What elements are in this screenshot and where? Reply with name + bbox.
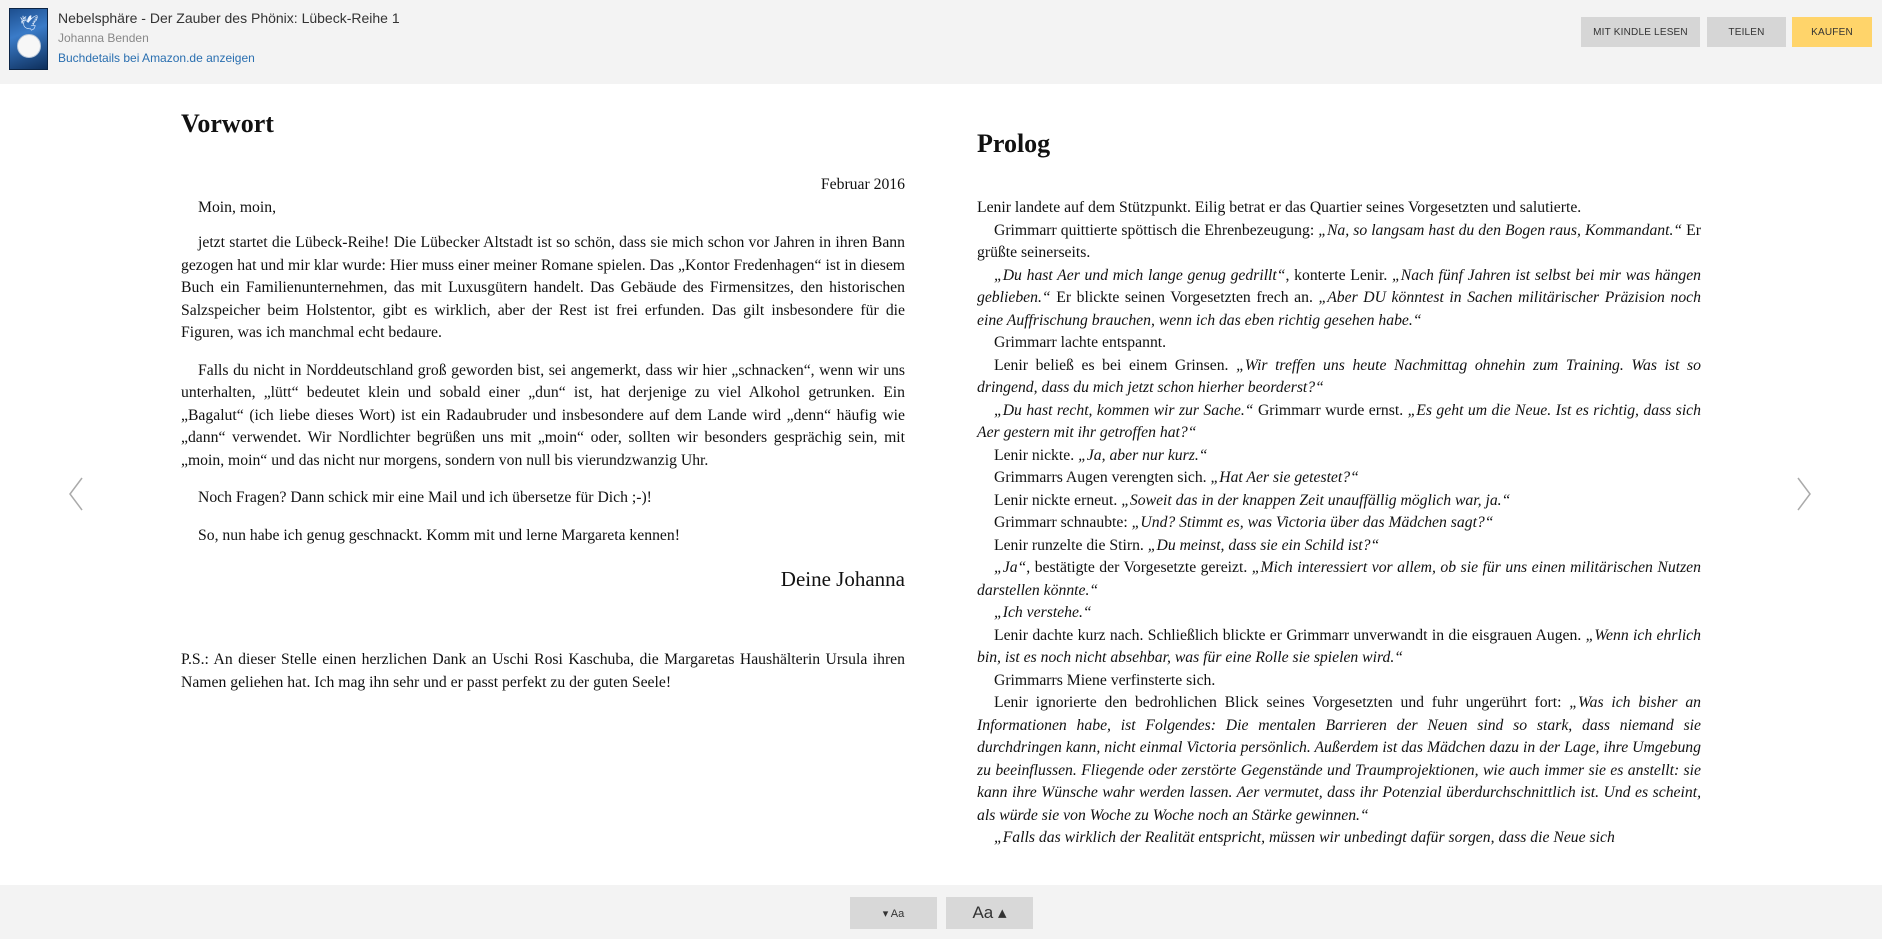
paragraph: jetzt startet die Lübeck-Reihe! Die Lübecker Altstadt ist so schön, dass sie mich schon vor Jahren in ihren Bann gezogen hat und mir klar wurde: Hier muss einer meiner Romane spielen. Das „Kontor Fredenhagen“ ist in diesem Buch ein Familienunternehmen, das mit Luxusgütern handelt. Das Gebäude des Firmensitzes, den historischen Salzspeicher beim Holstentor, gibt es wirklich, aber der Rest ist frei erfunden. Das gilt insbesondere für die Figuren, was ich manchmal echt bedaure.: [181, 234, 905, 341]
greeting: Moin, moin,: [198, 199, 277, 216]
dialogue-text: „Wir treffen uns heute Nachmittag ohnehin zum Training. Was ist so dringend, dass du mich jetzt schon hierher beorderst?“: [977, 356, 1701, 396]
paragraph: [977, 557, 1701, 602]
cover-badge: [17, 34, 41, 58]
dialogue-text: „Na, so langsam hast du den Bogen raus, Kommandant.“: [1318, 221, 1683, 239]
narration-text: Lenir ignorierte den bedrohlichen Blick seines Vorgesetzten und fuhr ungerührt fort:: [994, 694, 1570, 711]
paragraph: So, nun habe ich genug geschnackt. Komm mit und lerne Margareta kennen!: [198, 526, 680, 544]
date-line: Februar 2016: [820, 176, 905, 193]
paragraph: [977, 400, 1701, 445]
narration-text: , bestätigte der Vorgesetzte gereizt.: [1026, 559, 1252, 576]
dialogue-text: „Aber DU könntest in Sachen militärischer Präzision noch eine Auffrischung brauchen, wenn ich das eben richtig gesehen habe.“: [977, 289, 1701, 329]
paragraph: Falls du nicht in Norddeutschland groß geworden bist, sei angemerkt, dass wir hier „schnacken“, wenn wir uns unterhalten, „lütt“ bedeutet klein und sobald einer „dun“ ist, hat derjenige zu viel Alkohol getrunken. Ein „Bagalut“ (ich liebe dieses Wort) ist ein Radaubruder und insbesondere auf dem Lande wird „denn“ häufig wie „dann“ verwendet. Wir Nordlichter begrüßen uns mit „moin“ oder, sollten wir besonders gesprächig sein, mit „moin, moin“ und das nicht nur morgens, sondern von null bis vierundzwanzig Uhr.: [181, 361, 905, 469]
narration-text: Grimmarr quittierte spöttisch die Ehrenbezeugung:: [994, 221, 1319, 239]
paragraph: [977, 602, 1701, 625]
narration-text: Grimmarr schnaubte:: [994, 514, 1132, 531]
chapter-heading: Vorwort: [181, 109, 274, 138]
book-title: Nebelsphäre - Der Zauber des Phönix: Lübeck-Reihe 1: [58, 10, 400, 26]
paragraph: [977, 670, 1701, 693]
dialogue-text: „Falls das wirklich der Realität entspricht, müssen wir unbedingt dafür sorgen, dass die Neue sich: [994, 829, 1615, 846]
dialogue-text: „Es geht um die Neue. Ist es richtig, dass sich Aer gestern mit ihr getroffen hat?“: [977, 401, 1701, 441]
dialogue-text: „Ich verstehe.“: [994, 604, 1092, 621]
narration-text: Grimmarr lachte entspannt.: [994, 334, 1167, 351]
postscript: P.S.: An dieser Stelle einen herzlichen Dank an Uschi Rosi Kaschuba, die Margaretas Haushälterin Ursula ihren Namen geliehen hat. Ich mag ihn sehr und er passt perfekt zu der guten Seele!: [181, 651, 905, 691]
narration-text: Er blickte seinen Vorgesetzten frech an.: [1050, 289, 1319, 306]
dialogue-text: „Hat Aer sie getestet?“: [1210, 469, 1359, 486]
dialogue-text: „Ja, aber nur kurz.“: [1078, 446, 1208, 464]
paragraph: [977, 625, 1701, 670]
share-button[interactable]: TEILEN: [1707, 17, 1786, 47]
book-cover[interactable]: [9, 8, 48, 70]
dialogue-text: „Wenn ich ehrlich bin, ist es noch nicht absehbar, was für eine Rolle sie spielen wird.“: [977, 626, 1701, 666]
signature: Deine Johanna: [780, 567, 905, 591]
paragraph: [977, 535, 1701, 558]
decrease-font-button[interactable]: ▾ Aa: [850, 897, 937, 929]
dialogue-text: „Ja“: [994, 559, 1027, 576]
phoenix-icon: 🕊: [19, 14, 39, 32]
bottom-toolbar: [0, 885, 1882, 939]
narration-text: Lenir dachte kurz nach. Schließlich blickte er Grimmarr unverwandt in die eisgrauen Augen.: [994, 626, 1586, 644]
dialogue-text: „Nach fünf Jahren ist selbst bei mir was hängen geblieben.“: [977, 266, 1701, 306]
reader-header: [0, 0, 1882, 84]
paragraph: [977, 467, 1701, 490]
book-author: Johanna Benden: [58, 31, 149, 45]
dialogue-text: „Du hast Aer und mich lange genug gedrillt“: [994, 266, 1286, 284]
paragraph: [977, 490, 1701, 513]
narration-text: Lenir runzelte die Stirn.: [994, 536, 1148, 554]
narration-text: Lenir beließ es bei einem Grinsen.: [994, 356, 1237, 374]
paragraph: [977, 512, 1701, 535]
paragraph: [977, 220, 1701, 265]
paragraph: [977, 445, 1701, 468]
paragraph: [977, 355, 1701, 400]
chevron-left-icon: [62, 470, 92, 518]
dialogue-text: „Was ich bisher an Informationen habe, ist Folgendes: Die mentalen Barrieren der Neuen sind so stark, dass niemand sie durchdringen kann, nicht einmal Victoria persönlich. Außerdem ist das Mädchen dazu in der Lage, ihre Umgebung zu beeinflussen. Fliegende oder zerstörte Gegenstände und Traumprojektionen, wie auch immer sie es anstellt: sie kann ihre Wünsche wahr werden lassen. Aer vermutet, dass ihr Potenzial überdurchschnittlich ist. Und es scheint, als würde sie von Woche zu Woche noch an Stärke gewinnen.“: [977, 694, 1702, 824]
narration-text: Lenir landete auf dem Stützpunkt. Eilig betrat er das Quartier seines Vorgesetzten und salutierte.: [977, 199, 1582, 216]
paragraph: [977, 692, 1701, 827]
dialogue-text: „Du hast recht, kommen wir zur Sache.“: [994, 401, 1254, 419]
narration-text: Er grüßte seinerseits.: [977, 221, 1701, 261]
next-page-button[interactable]: [1788, 470, 1818, 518]
right-page: [977, 124, 1701, 850]
dialogue-text: „Und? Stimmt es, was Victoria über das Mädchen sagt?“: [1131, 514, 1494, 531]
narration-text: Grimmarr wurde ernst.: [1253, 401, 1408, 419]
dialogue-text: „Du meinst, dass sie ein Schild ist?“: [1147, 536, 1380, 554]
prolog-body: [977, 197, 1701, 850]
dialogue-text: „Mich interessiert vor allem, ob sie für uns einen militärischen Nutzen darstellen könnte.“: [977, 559, 1701, 599]
book-details-link[interactable]: Buchdetails bei Amazon.de anzeigen: [58, 51, 255, 65]
narration-text: Grimmarrs Augen verengten sich.: [994, 469, 1211, 486]
paragraph: [977, 332, 1701, 355]
paragraph: [977, 827, 1701, 850]
chapter-heading: Prolog: [977, 129, 1051, 158]
narration-text: Grimmarrs Miene verfinsterte sich.: [994, 671, 1216, 689]
narration-text: Lenir nickte erneut.: [994, 491, 1122, 509]
paragraph: [977, 197, 1701, 220]
narration-text: , konterte Lenir.: [1285, 266, 1392, 284]
increase-font-button[interactable]: Aa ▴: [946, 897, 1033, 929]
paragraph: Noch Fragen? Dann schick mir eine Mail und ich übersetze für Dich ;-)!: [198, 489, 652, 506]
dialogue-text: „Soweit das in der knappen Zeit unauffällig möglich war, ja.“: [1121, 491, 1511, 509]
narration-text: Lenir nickte.: [994, 446, 1079, 464]
paragraph: [977, 265, 1701, 333]
buy-button[interactable]: KAUFEN: [1792, 17, 1872, 47]
left-page: [181, 104, 905, 709]
read-with-kindle-button[interactable]: MIT KINDLE LESEN: [1581, 17, 1700, 47]
chevron-right-icon: [1788, 470, 1818, 518]
previous-page-button[interactable]: [62, 470, 92, 518]
